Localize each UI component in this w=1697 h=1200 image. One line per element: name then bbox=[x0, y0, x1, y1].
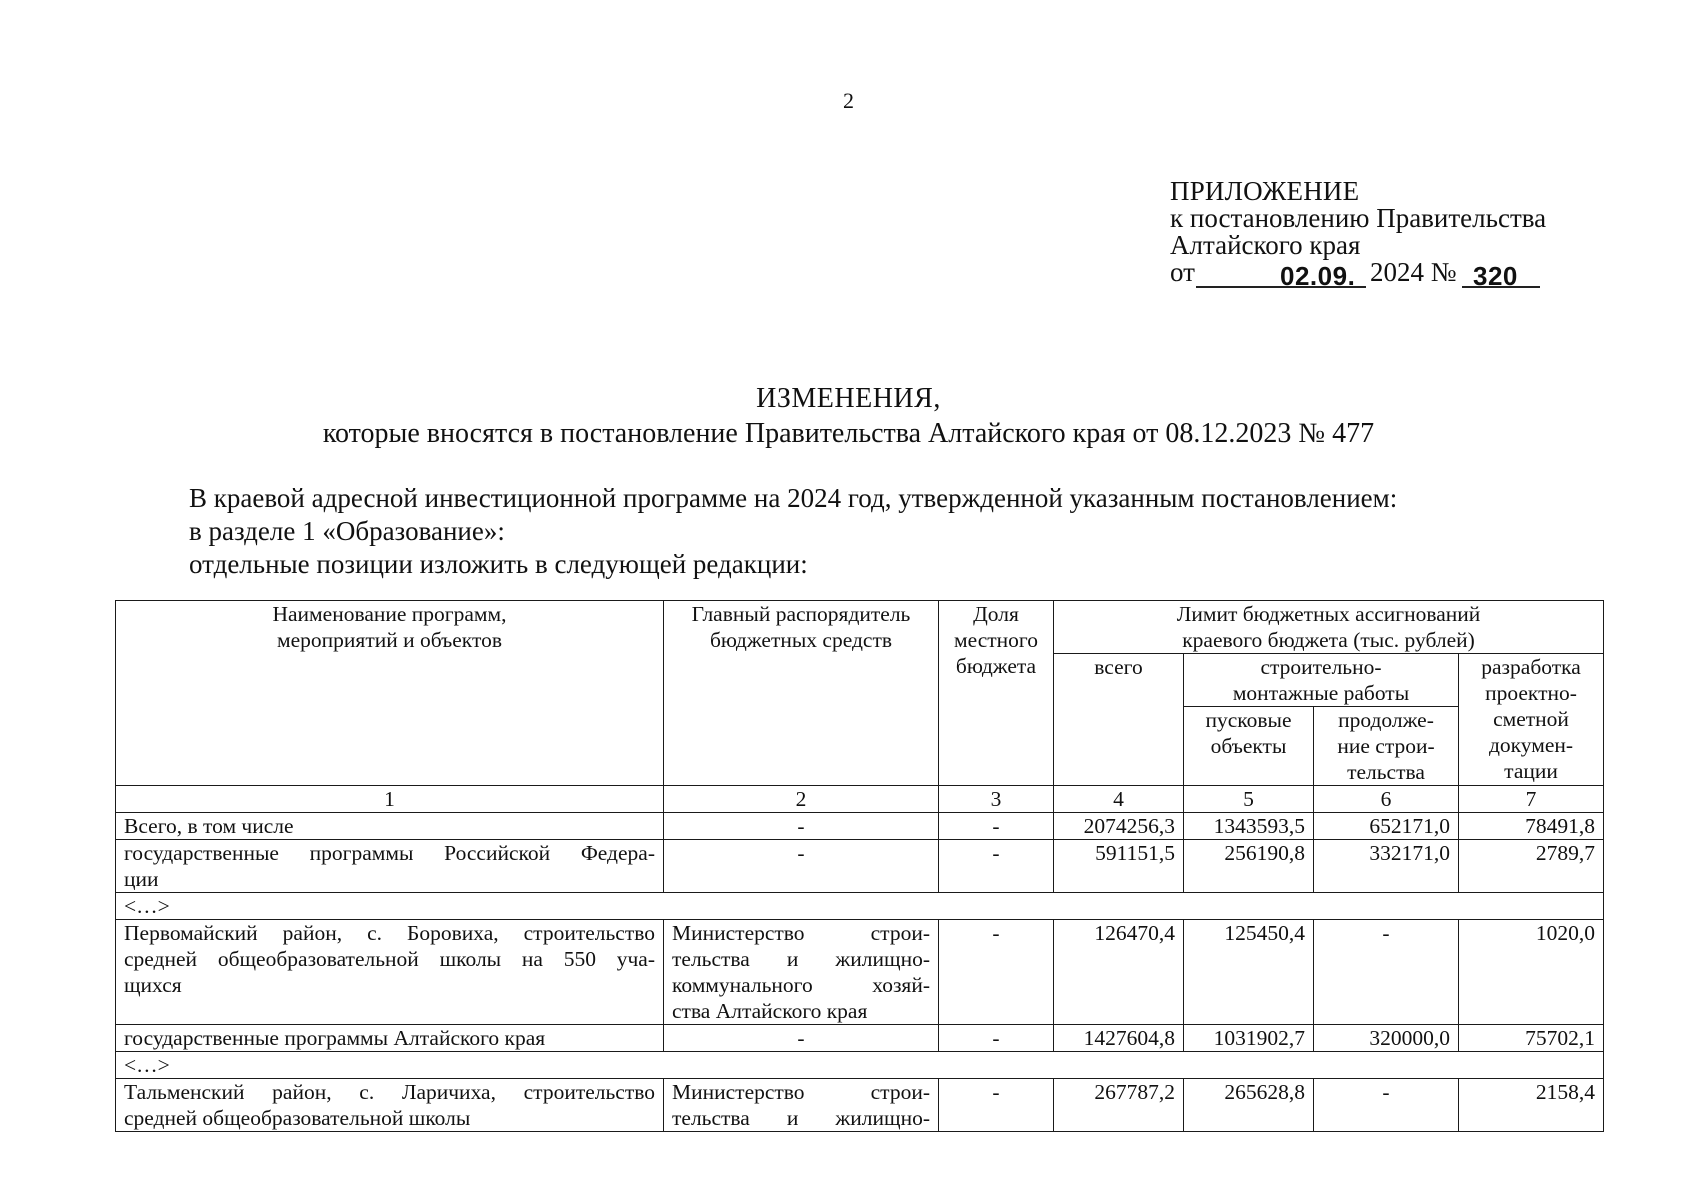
row-total: 126470,4 bbox=[1054, 920, 1184, 1025]
row-share: - bbox=[939, 920, 1054, 1025]
header-name bbox=[116, 601, 664, 786]
separator-row bbox=[116, 1052, 1604, 1079]
year-label: 2024 № bbox=[1370, 257, 1457, 287]
appendix-line-2: к постановлению Правительства bbox=[1170, 203, 1547, 233]
table-row bbox=[116, 1079, 1604, 1132]
row-total: 1427604,8 bbox=[1054, 1025, 1184, 1052]
header-row-1 bbox=[116, 601, 1604, 654]
header-total: всего bbox=[1054, 654, 1184, 786]
header-continue-line-1: продолже- bbox=[1338, 708, 1434, 732]
row-name-line: ции bbox=[124, 867, 159, 891]
header-share-line-3: бюджета bbox=[955, 654, 1037, 678]
row-manager-line: тельства и жилищно- bbox=[672, 947, 930, 971]
row-name-line: государственные программы Российской Федера- bbox=[124, 841, 655, 865]
investment-table bbox=[115, 600, 1604, 1132]
appendix-title: ПРИЛОЖЕНИЕ bbox=[1170, 176, 1360, 206]
header-launch-line-1: пусковые bbox=[1205, 708, 1292, 732]
row-design: 75702,1 bbox=[1459, 1025, 1604, 1052]
header-launch bbox=[1184, 707, 1314, 786]
row-launch: 125450,4 bbox=[1184, 920, 1314, 1025]
column-number: 3 bbox=[939, 786, 1054, 813]
separator-row bbox=[116, 893, 1604, 920]
separator-cell: <…> bbox=[116, 893, 1604, 920]
column-number: 1 bbox=[116, 786, 664, 813]
row-design: 2158,4 bbox=[1459, 1079, 1604, 1132]
row-manager: - bbox=[664, 1025, 939, 1052]
row-manager-line: Министерство строи- bbox=[672, 1080, 930, 1104]
row-manager-line: Министерство строи- bbox=[672, 921, 930, 945]
row-launch: 265628,8 bbox=[1184, 1079, 1314, 1132]
header-name-line-1: Наименование программ, bbox=[272, 602, 507, 626]
header-limit bbox=[1054, 601, 1604, 654]
row-manager-line: тельства и жилищно- bbox=[672, 1106, 930, 1130]
page-number: 2 bbox=[843, 88, 854, 113]
row-design: 78491,8 bbox=[1459, 813, 1604, 840]
row-launch: 1031902,7 bbox=[1184, 1025, 1314, 1052]
row-share: - bbox=[939, 813, 1054, 840]
row-name-line: щихся bbox=[124, 973, 182, 997]
intro-paragraph-3: отдельные позиции изложить в следующей редакции: bbox=[189, 549, 808, 579]
header-share bbox=[939, 601, 1054, 786]
row-continue: 652171,0 bbox=[1314, 813, 1459, 840]
from-label: от bbox=[1170, 257, 1195, 287]
header-design-line-4: докумен- bbox=[1488, 733, 1574, 757]
header-continue bbox=[1314, 707, 1459, 786]
row-manager bbox=[664, 1079, 939, 1132]
row-name-line: государственные программы Алтайского края bbox=[124, 1026, 546, 1050]
row-manager bbox=[664, 920, 939, 1025]
row-design: 1020,0 bbox=[1459, 920, 1604, 1025]
table-row bbox=[116, 813, 1604, 840]
row-name bbox=[116, 1025, 664, 1052]
row-name-line: средней общеобразовательной школы bbox=[124, 1106, 471, 1130]
column-number-row bbox=[116, 786, 1604, 813]
row-continue: - bbox=[1314, 1079, 1459, 1132]
column-number: 5 bbox=[1184, 786, 1314, 813]
column-number: 2 bbox=[664, 786, 939, 813]
row-name-line: средней общеобразовательной школы на 550 уча- bbox=[124, 947, 655, 971]
appendix-date-line bbox=[1170, 259, 1546, 289]
row-share: - bbox=[939, 840, 1054, 893]
header-design-line-2: проектно- bbox=[1485, 681, 1577, 705]
row-name bbox=[116, 840, 664, 893]
row-launch: 256190,8 bbox=[1184, 840, 1314, 893]
row-manager-line: ства Алтайского края bbox=[672, 999, 868, 1023]
column-number: 4 bbox=[1054, 786, 1184, 813]
intro-paragraph-1: В краевой адресной инвестиционной программе на 2024 год, утвержденной указанным постановлением: bbox=[189, 483, 1398, 513]
header-continue-line-3: тельства bbox=[1347, 760, 1425, 784]
header-continue-line-2: ние строи- bbox=[1337, 734, 1435, 758]
row-launch: 1343593,5 bbox=[1184, 813, 1314, 840]
column-number: 7 bbox=[1459, 786, 1604, 813]
separator-cell: <…> bbox=[116, 1052, 1604, 1079]
row-continue: 320000,0 bbox=[1314, 1025, 1459, 1052]
header-design-line-3: сметной bbox=[1493, 707, 1569, 731]
row-manager-line: коммунального хозяй- bbox=[672, 973, 930, 997]
header-limit-line-1: Лимит бюджетных ассигнований bbox=[1176, 602, 1481, 626]
header-construction bbox=[1184, 654, 1459, 707]
header-manager bbox=[664, 601, 939, 786]
row-name-line: Первомайский район, с. Боровиха, строительство bbox=[124, 921, 655, 945]
header-manager-line-1: Главный распорядитель bbox=[691, 602, 911, 626]
row-manager: - bbox=[664, 840, 939, 893]
table-row bbox=[116, 920, 1604, 1025]
appendix-block bbox=[1170, 178, 1546, 289]
row-design: 2789,7 bbox=[1459, 840, 1604, 893]
header-design-line-1: разработка bbox=[1481, 655, 1581, 679]
row-manager: - bbox=[664, 813, 939, 840]
handwritten-number: 320 bbox=[1473, 261, 1518, 291]
table-row bbox=[116, 1025, 1604, 1052]
document-title: ИЗМЕНЕНИЯ, bbox=[756, 383, 941, 414]
header-manager-line-2: бюджетных средств bbox=[709, 628, 892, 652]
row-total: 267787,2 bbox=[1054, 1079, 1184, 1132]
document-subtitle: которые вносятся в постановление Правительства Алтайского края от 08.12.2023 № 477 bbox=[322, 418, 1375, 449]
header-share-line-1: Доля bbox=[973, 602, 1019, 626]
row-name bbox=[116, 1079, 664, 1132]
column-number: 6 bbox=[1314, 786, 1459, 813]
header-construction-line-2: монтажные работы bbox=[1232, 681, 1410, 705]
header-limit-line-2: краевого бюджета (тыс. рублей) bbox=[1182, 628, 1475, 652]
row-name-line: Всего, в том числе bbox=[124, 814, 294, 838]
row-name-line: Тальменский район, с. Ларичиха, строительство bbox=[124, 1080, 655, 1104]
row-continue: 332171,0 bbox=[1314, 840, 1459, 893]
row-name bbox=[116, 920, 664, 1025]
handwritten-date: 02.09. bbox=[1280, 261, 1356, 291]
appendix-line-3: Алтайского края bbox=[1170, 230, 1361, 260]
header-name-line-2: мероприятий и объектов bbox=[277, 628, 502, 652]
row-name bbox=[116, 813, 664, 840]
header-design-line-5: тации bbox=[1504, 759, 1558, 783]
header-construction-line-1: строительно- bbox=[1260, 655, 1382, 679]
row-share: - bbox=[939, 1079, 1054, 1132]
row-share: - bbox=[939, 1025, 1054, 1052]
row-total: 2074256,3 bbox=[1054, 813, 1184, 840]
row-continue: - bbox=[1314, 920, 1459, 1025]
header-launch-line-2: объекты bbox=[1210, 734, 1287, 758]
table-row bbox=[116, 840, 1604, 893]
row-total: 591151,5 bbox=[1054, 840, 1184, 893]
intro-paragraph-2: в разделе 1 «Образование»: bbox=[189, 516, 505, 546]
header-share-line-2: местного bbox=[954, 628, 1038, 652]
header-design bbox=[1459, 654, 1604, 786]
